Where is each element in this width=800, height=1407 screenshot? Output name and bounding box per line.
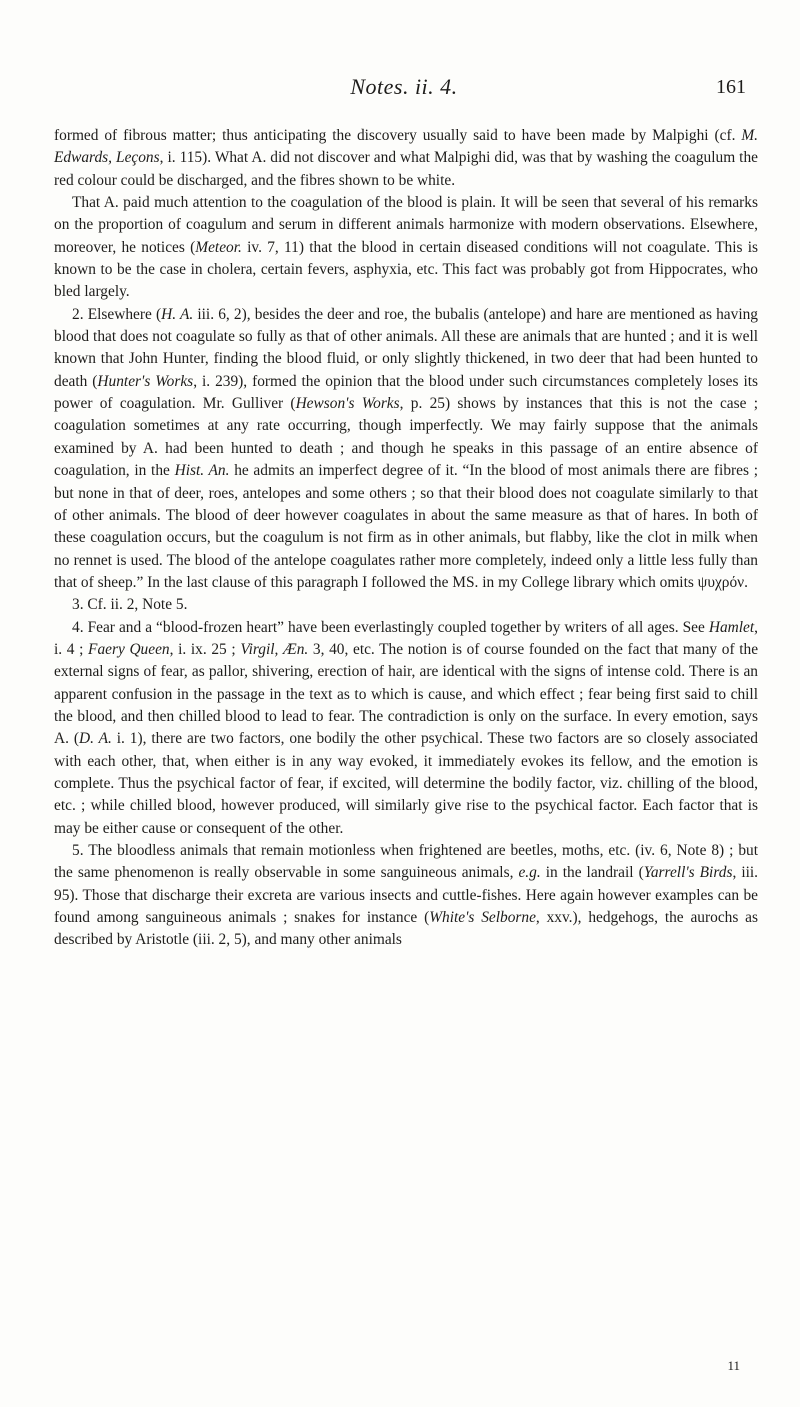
text-run: formed of fibrous matter; thus anticipating the discovery usually said to have been made by Malpighi (cf. xyxy=(54,127,742,144)
running-title: Notes. ii. 4. xyxy=(350,74,458,99)
text-run: iii. 6, 2), besides the deer and roe, the bubalis (antelope) and hare are mentioned as having blood that does not coagulate so fully as that of other animals. All these are animals that are hunted ; and it is well known that John Hunter, finding the blood fluid, or only slightly thickened, in two deer that had been hunted to death ( xyxy=(54,305,759,390)
text-run: , xxv.), hedgehogs, the aurochs as described by Aristotle (iii. 2, 5), and many other animals xyxy=(54,909,758,949)
italic-reference: Virgil, Æn. xyxy=(240,640,309,658)
body-text xyxy=(54,125,758,952)
text-run: 3, 40, etc. The notion is of course founded on the fact that many of the external signs of fear, as pallor, shivering, erection of hair, are identical with the signs of intense cold. There is an apparent confusion in the passage in the text as to which is cause, and which effect ; fear being first said to chill the blood, and then chilled blood to lead to fear. The contradiction is only on the surface. In every emotion, says A. ( xyxy=(54,640,759,748)
text-run: , i. 4 ; xyxy=(54,618,758,658)
paragraph-coagulation xyxy=(54,192,758,304)
italic-reference: White's Selborne xyxy=(429,909,536,927)
text-run: in the landrail ( xyxy=(540,864,644,882)
italic-reference: Yarrell's Birds xyxy=(643,864,733,882)
signature-mark: 11 xyxy=(727,1358,740,1373)
italic-reference: Hunter's Works xyxy=(97,372,194,390)
text-run: , i. ix. 25 ; xyxy=(169,640,241,658)
text-run: , iii. 95). Those that discharge their excreta are various insects and cuttle-fishes. Here again however examples can be found among sanguineous animals ; snakes for instance ( xyxy=(54,864,759,927)
text-run: he admits an imperfect degree of it. “In the blood of most animals there are fibres ; but none in that of deer, roes, antelopes and some others ; so that their blood does not coagulate similarly to that of other animals. The blood of deer however coagulates in about the same measure as that of hares. In both of these coagulation occurs, but the coagulum is not firm as in other animals, but flabby, like the clot in milk when no rennet is used. The blood of the antelope coagulates rather more completely, indeed only a little less fully than that of sheep.” In the last clause of this paragraph I followed the MS. in my College library which omits ψυχρόν. xyxy=(54,462,758,591)
text-run: 4. Fear and a “blood-frozen heart” have been everlastingly coupled together by writers of all ages. See xyxy=(72,618,709,636)
text-run: , i. 115). What A. did not discover and what Malpighi did, was that by washing the coagulum the red colour could be discharged, and the fibres shown to be white. xyxy=(54,149,758,189)
page-number: 161 xyxy=(716,76,746,98)
text-run: , p. 25) shows by instances that this is not the case ; coagulation sometimes at any rate occurring, though imperfectly. We may fairly suppose that the animals examined by A. had been hunted to death ; and though he speaks in this passage of an entire absence of coagulation, in the xyxy=(54,395,759,480)
italic-reference: Hist. An. xyxy=(174,462,230,480)
italic-reference: Hewson's Works xyxy=(295,395,400,413)
running-head xyxy=(54,74,754,108)
text-run: , i. 239), formed the opinion that the blood under such circumstances completely loses its power of coagulation. Mr. Gulliver ( xyxy=(54,372,758,413)
italic-reference: D. A. xyxy=(79,730,112,748)
text-run: iv. 7, 11) that the blood in certain diseased conditions will not coagulate. This is known to be the case in cholera, certain fevers, asphyxia, etc. This fact was probably got from Hippocrates, who bled largely. xyxy=(54,238,758,301)
text-run: That A. paid much attention to the coagulation of the blood is plain. It will be seen that several of his remarks on the proportion of coagulum and serum in different animals harmonize with modern observations. Elsewhere, moreover, he notices ( xyxy=(54,194,758,256)
note-5 xyxy=(54,840,758,952)
italic-reference: Meteor. xyxy=(195,238,242,256)
italic-reference: H. A. xyxy=(161,305,194,323)
italic-reference: Hamlet xyxy=(708,618,755,636)
italic-reference: Faery Queen xyxy=(88,640,170,658)
text-run: 5. The bloodless animals that remain motionless when frightened are beetles, moths, etc. (iv. 6, Note 8) ; but the same phenomenon is really observable in some sanguineous animals, xyxy=(54,842,758,882)
italic-reference: M. Edwards, Leçons xyxy=(54,127,758,167)
note-4 xyxy=(54,617,758,840)
paragraph-continued xyxy=(54,125,758,192)
note-2 xyxy=(54,304,758,594)
text-run: 2. Elsewhere ( xyxy=(72,305,162,323)
text-run: i. 1), there are two factors, one bodily the other psychical. These two factors are so closely associated with each other, that, when either is in any way evoked, it immediately evokes its fellow, and the emotion is complete. Thus the psychical factor of fear, if excited, will determine the bodily factor, viz. chilling of the blood, etc. ; while chilled blood, however produced, will similarly give rise to the psychical factor. Each factor that is may be either cause or consequent of the other. xyxy=(54,730,759,837)
italic-reference: e.g. xyxy=(518,864,541,882)
note-3 xyxy=(54,594,758,616)
text-run: 3. Cf. ii. 2, Note 5. xyxy=(72,596,188,614)
